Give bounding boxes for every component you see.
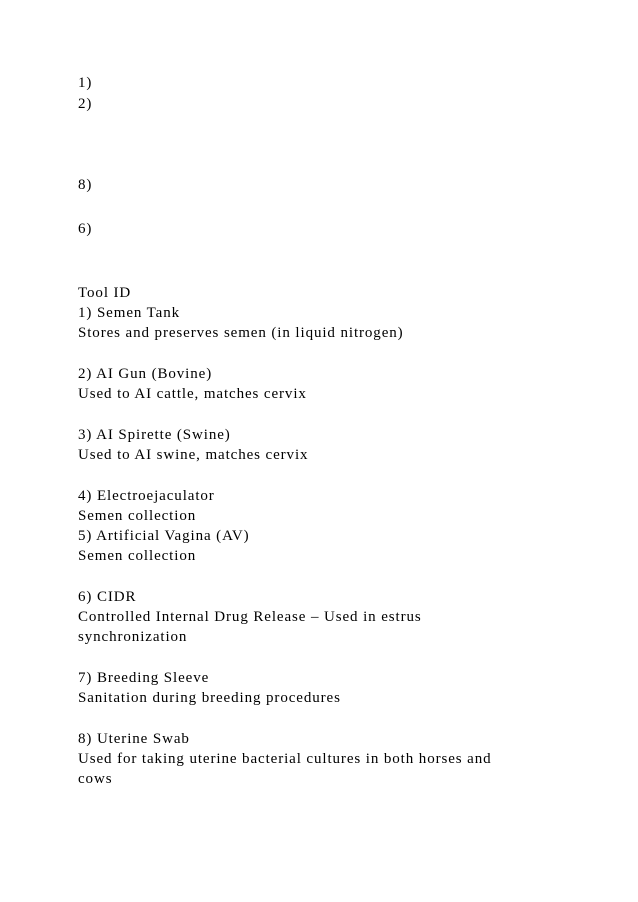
tool-description-continued: cows — [78, 771, 113, 787]
tool-description-continued: synchronization — [78, 629, 188, 645]
tool-description: Semen collection — [78, 508, 197, 524]
tool-description: Used for taking uterine bacterial cultures in both horses and — [78, 751, 492, 767]
tool-name: 6) CIDR — [78, 589, 137, 605]
section-heading: Tool ID — [78, 285, 132, 301]
number-label: 1) — [78, 75, 93, 91]
tool-description: Sanitation during breeding procedures — [78, 690, 341, 706]
tool-description: Used to AI swine, matches cervix — [78, 447, 309, 463]
tool-name: 8) Uterine Swab — [78, 731, 190, 747]
tool-name: 2) AI Gun (Bovine) — [78, 366, 213, 382]
tool-name: 5) Artificial Vagina (AV) — [78, 528, 250, 544]
tool-description: Semen collection — [78, 548, 197, 564]
tool-description: Used to AI cattle, matches cervix — [78, 386, 307, 402]
tool-name: 3) AI Spirette (Swine) — [78, 427, 231, 443]
number-label: 8) — [78, 177, 93, 193]
tool-name: 4) Electroejaculator — [78, 488, 215, 504]
tool-description: Stores and preserves semen (in liquid nitrogen) — [78, 325, 404, 341]
tool-name: 1) Semen Tank — [78, 305, 181, 321]
tool-description: Controlled Internal Drug Release – Used in estrus — [78, 609, 422, 625]
tool-name: 7) Breeding Sleeve — [78, 670, 210, 686]
number-label: 6) — [78, 221, 93, 237]
number-label: 2) — [78, 96, 93, 112]
